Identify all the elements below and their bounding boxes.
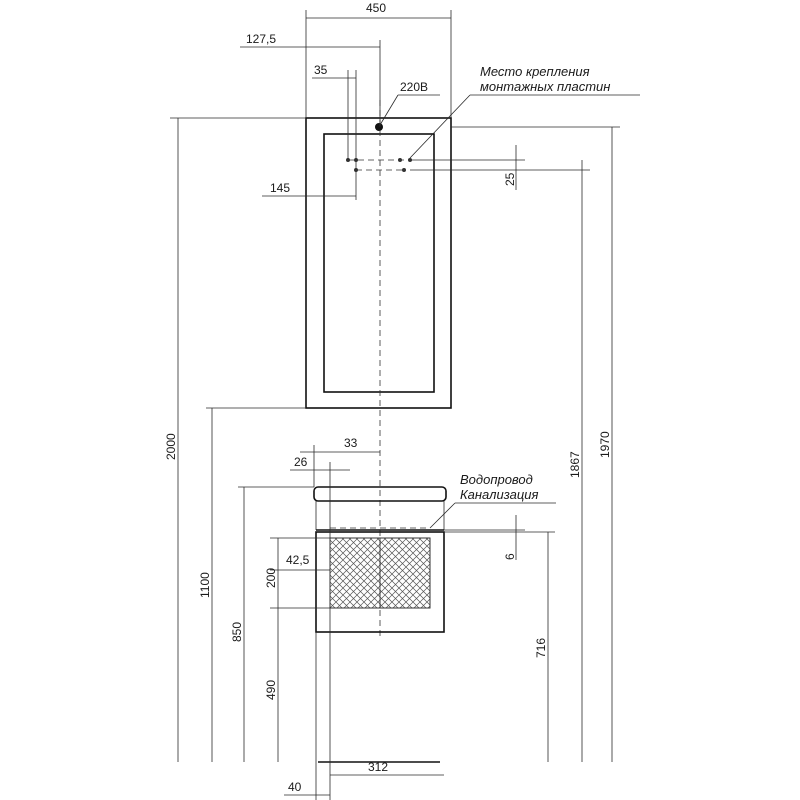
sewer-note: Канализация (460, 487, 539, 502)
dim-312: 312 (368, 760, 389, 774)
dim-26: 26 (294, 455, 308, 469)
water-note: Водопровод (460, 472, 533, 487)
dim-35: 35 (314, 63, 328, 77)
mirror-inner-frame (324, 134, 434, 392)
dim-145: 145 (270, 181, 291, 195)
dim-200: 200 (264, 567, 278, 588)
mounting-note-line1: Место крепления (480, 64, 590, 79)
dim-42-5: 42,5 (286, 553, 310, 567)
dim-850: 850 (230, 621, 244, 642)
dim-127-5: 127,5 (246, 32, 277, 46)
mirror-outer-frame (306, 118, 451, 408)
dim-6: 6 (503, 553, 517, 560)
dim-220v: 220В (400, 80, 429, 94)
dim-25: 25 (503, 172, 517, 186)
dim-40: 40 (288, 780, 302, 794)
dim-2000: 2000 (164, 433, 178, 460)
dim-1867: 1867 (568, 451, 582, 478)
dim-490: 490 (264, 679, 278, 700)
dim-716: 716 (534, 637, 548, 658)
mounting-note-line2: монтажных пластин (480, 79, 611, 94)
mirror-cabinet (306, 118, 451, 408)
dimension-labels (164, 1, 612, 794)
dim-33: 33 (344, 436, 358, 450)
dim-450: 450 (366, 1, 387, 15)
dimension-lines (170, 10, 640, 800)
dim-1100: 1100 (198, 572, 212, 598)
power-outlet-220v (375, 123, 383, 131)
annotation-notes (460, 64, 610, 502)
dim-1970: 1970 (598, 431, 612, 458)
